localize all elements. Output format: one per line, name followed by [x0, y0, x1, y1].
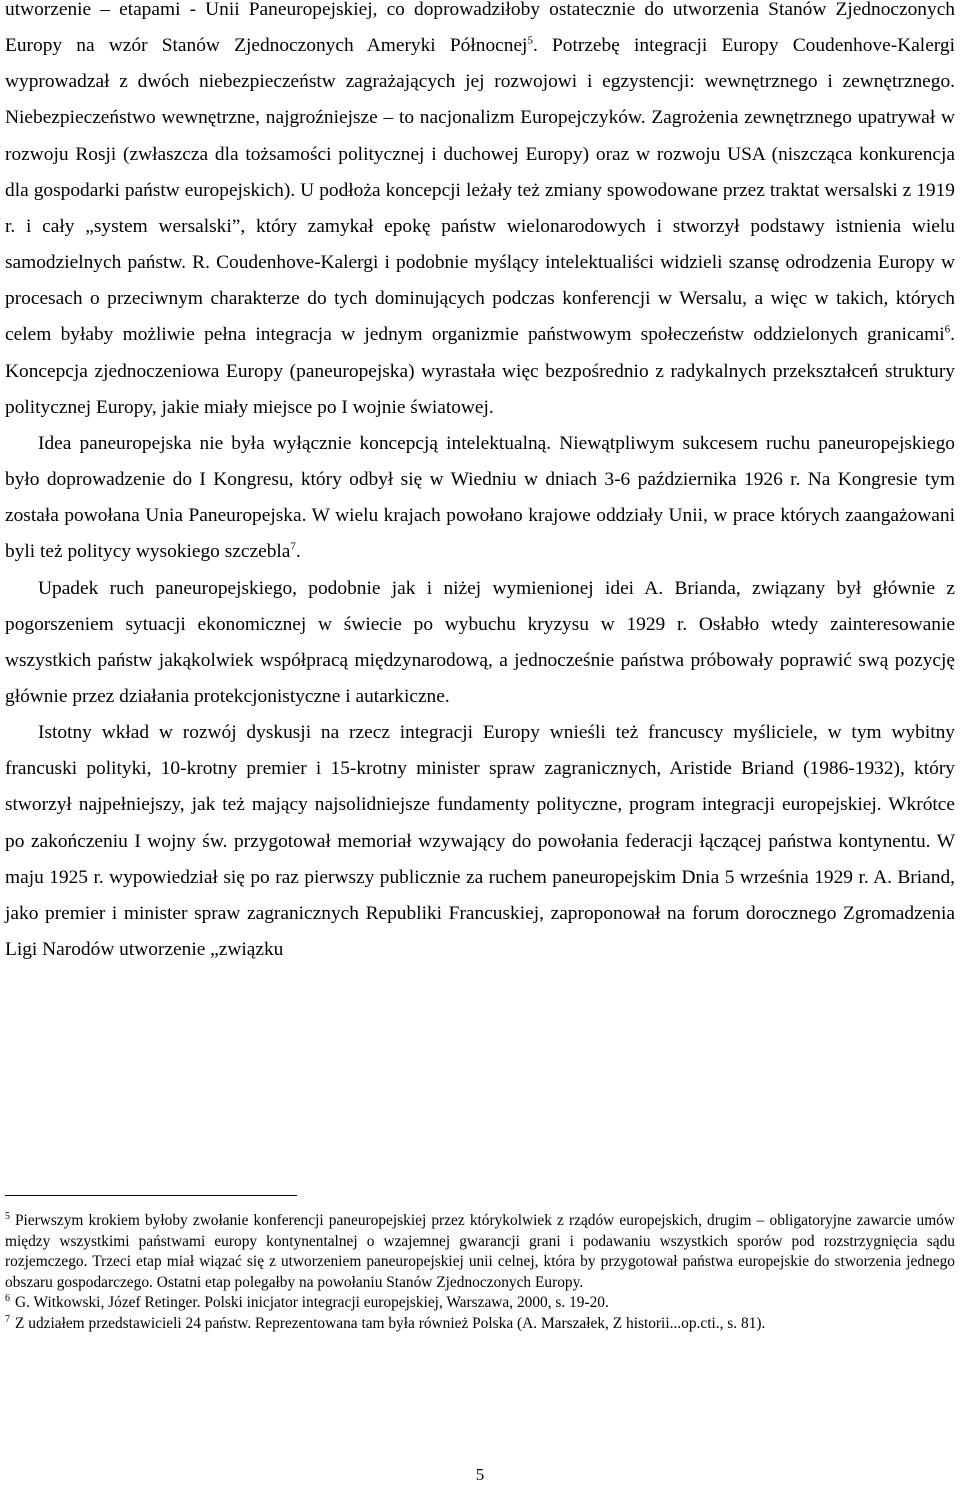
paragraph-text: . — [295, 541, 301, 563]
footnote-ref: 6 — [944, 323, 951, 336]
page-number: 5 — [475, 1465, 485, 1484]
footnote-text: Z udziałem przedstawicieli 24 państw. Reprezentowana tam była również Polska (A. Marszałek, Z historii...op.cti., s. 81). — [15, 1314, 766, 1332]
footnote — [5, 1314, 955, 1335]
paragraph-text: Idea paneuropejska nie była wyłącznie koncepcją intelektualną. Niewątpliwym sukcesem ruchu paneuropejskiego było doprowadzenie do I Kongresu, który odbył się w Wiedniu w dniach 3-6 października 1926 r. Na Kongresie tym została powołana Unia Paneuropejska. W wielu krajach powołano krajowe oddziały Unii, w prace których zaangażowani byli też politycy wysokiego szczebla — [5, 432, 955, 563]
paragraph — [5, 715, 955, 968]
footnote — [5, 1211, 955, 1293]
footnote-ref: 5 — [527, 34, 533, 47]
footnote-number: 5 — [5, 1210, 10, 1222]
paragraph-text: Upadek ruch paneuropejskiego, podobnie jak i niżej wymienionej idei A. Brianda, związany był głównie z pogorszeniem sytuacji ekonomicznej w świecie po wybuchu kryzysu w 1929 r. Osłabło wtedy zainteresowanie wszystkich państw jakąkolwiek współpracą międzynarodową, a jednocześnie państwa próbowały poprawić swą pozycję głównie przez działania protekcjonistyczne i autarkiczne. — [5, 577, 955, 707]
footnote-number: 7 — [5, 1313, 10, 1325]
paragraph-text: . Koncepcja zjednoczeniowa Europy (paneuropejska) wyrastała więc bezpośrednio z radykalnych przekształceń struktury politycznej Europy, jakie miały miejsce po I wojnie światowej. — [5, 324, 955, 418]
paragraph-text: utworzenie – etapami - Unii Paneuropejskiej, co doprowadziłoby ostatecznie do utworzenia Stanów Zjednoczonych Europy na wzór Stanów Zjednoczonych Ameryki Północnej — [5, 0, 955, 57]
footnote-separator — [5, 1195, 297, 1196]
paragraph — [5, 0, 955, 426]
paragraph — [5, 426, 955, 571]
paragraph-text: . Potrzebę integracji Europy Coudenhove-Kalergi wyprowadzał z dwóch niebezpieczeństw zagrażających jej rozwojowi i egzystencji: wewnętrznego i zewnętrznego. Niebezpieczeństwo wewnętrzne, najgroźniejsze – to nacjonalizm Europejczyków. Zagrożenia zewnętrznego upatrywał w rozwoju Rosji (zwłaszcza dla tożsamości politycznej i duchowej Europy) oraz w rozwoju USA (niszcząca konkurencja dla gospodarki państw europejskich). U podłoża koncepcji leżały też zmiany spowodowane przez traktat wersalski z 1919 r. i cały „system wersalski”, który zamykał epokę państw wielonarodowych i stworzył podstawy istnienia wielu samodzielnych państw. R. Coudenhove-Kalergi i podobnie myślący intelektualiści widzieli szansę odrodzenia Europy w procesach o przeciwnym charakterze do tych dominujących podczas konferencji w Wersalu, a więc w takich, których celem byłaby możliwie pełna integracja w jednym organizmie państwowym społeczeństw oddzielonych granicami — [5, 35, 955, 346]
footnotes — [5, 1211, 955, 1335]
paragraph — [5, 571, 955, 716]
footnote-text: Pierwszym krokiem byłoby zwołanie konferencji paneuropejskiej przez którykolwiek z rządów europejskich, drugim – obligatoryjne zawarcie umów między wszystkimi państwami europy kontynentalnej o wzajemnej gwarancji grani i podawaniu wszystkich sporów pod rozstrzygnięcia sądu rozjemczego. Trzeci etap miał wiązać się z utworzeniem paneuropejskiej unii celnej, która by przygotował państwa europejskie do stworzenia jednego obszaru gospodarczego. Ostatni etap polegałby na powołaniu Stanów Zjednoczonych Europy. — [5, 1212, 955, 1291]
footnote — [5, 1293, 955, 1314]
footnote-number: 6 — [5, 1293, 10, 1305]
footnote-text: G. Witkowski, Józef Retinger. Polski inicjator integracji europejskiej, Warszawa, 2000, s. 19-20. — [15, 1294, 609, 1312]
main-text — [5, 0, 955, 968]
paragraph-text: Istotny wkład w rozwój dyskusji na rzecz integracji Europy wnieśli też francuscy myśliciele, w tym wybitny francuski polityki, 10-krotny premier i 15-krotny minister spraw zagranicznych, Aristide Briand (1986-1932), który stworzył najpełniejszy, jak też mający najsolidniejsze fundamenty polityczne, program integracji europejskiej. Wkrótce po zakończeniu I wojny św. przygotował memoriał wzywający do powołania federacji łączącej państwa kontynentu. W maju 1925 r. wypowiedział się po raz pierwszy publicznie za ruchem paneuropejskim Dnia 5 września 1929 r. A. Briand, jako premier i minister spraw zagranicznych Republiki Francuskiej, zaproponował na forum dorocznego Zgromadzenia Ligi Narodów utworzenie „związku — [5, 722, 955, 961]
footnote-ref: 7 — [290, 540, 296, 553]
